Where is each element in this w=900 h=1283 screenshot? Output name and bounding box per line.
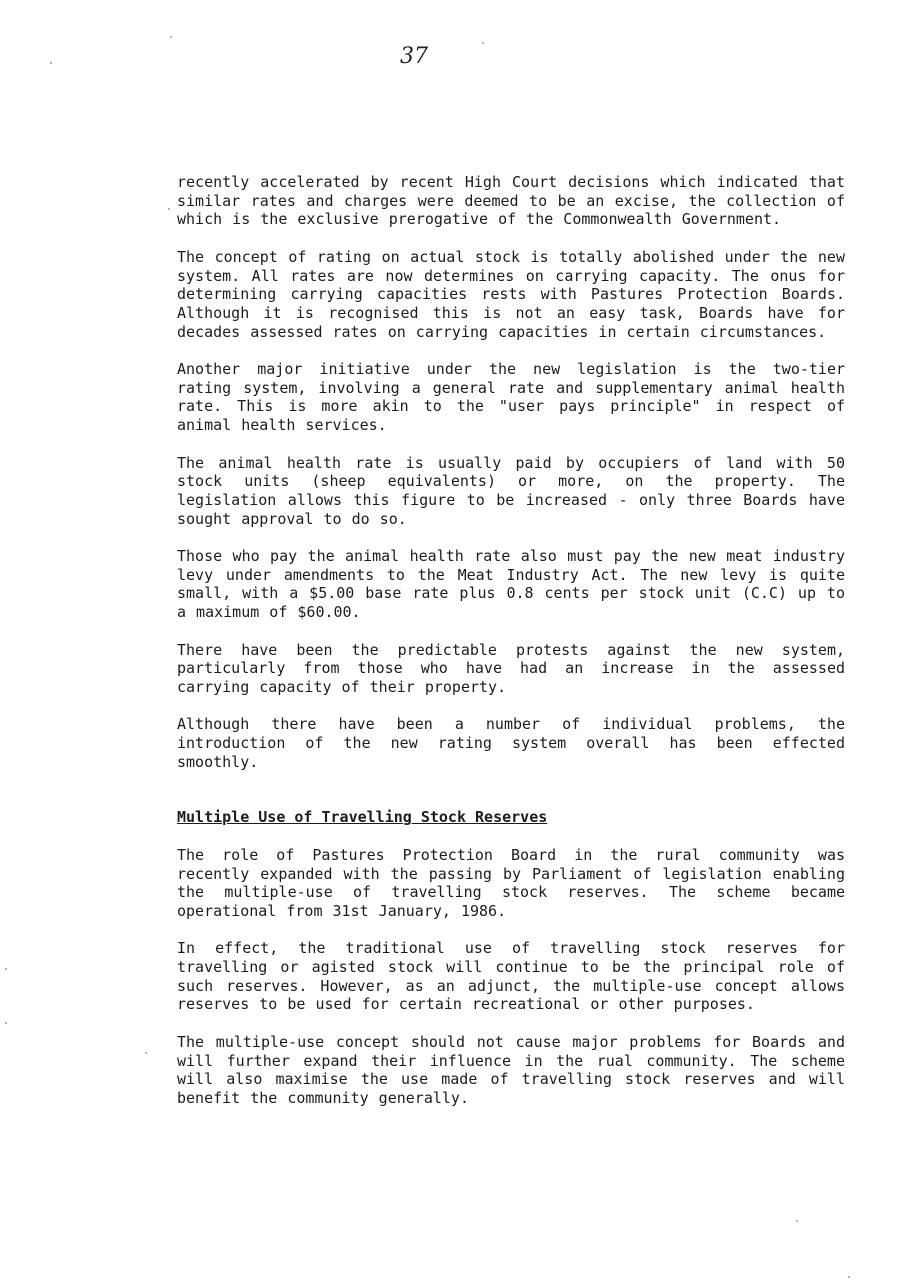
paragraph: Those who pay the animal health rate also must pay the new meat industry levy under amendments to the Meat Industry Act. The new levy is quite small, with a $5.00 base rate plus 0.8 cents per stock unit (C.C) up to a maximum of $60.00. <box>177 547 845 622</box>
scan-speck <box>168 208 170 210</box>
scan-speck <box>848 1276 850 1278</box>
scan-speck <box>482 42 484 44</box>
paragraph: Another major initiative under the new legislation is the two-tier rating system, involving a general rate and supplementary animal health rate. This is more akin to the "user pays principle" in respect of animal health services. <box>177 360 845 435</box>
paragraph: The multiple-use concept should not cause major problems for Boards and will further expand their influence in the rual community. The scheme will also maximise the use made of travelling stock reserves and will benefit the community generally. <box>177 1032 845 1107</box>
paragraph: Although there have been a number of individual problems, the introduction of the new rating system overall has been effected smoothly. <box>177 715 845 771</box>
paragraph: In effect, the traditional use of travelling stock reserves for travelling or agisted stock will continue to be the principal role of such reserves. However, as an adjunct, the multiple-use concept allows reserves to be used for certain recreational or other purposes. <box>177 939 845 1014</box>
paragraph: recently accelerated by recent High Court decisions which indicated that similar rates and charges were deemed to be an excise, the collection of which is the exclusive prerogative of the Commonwealth Government. <box>177 173 845 229</box>
section-heading: Multiple Use of Travelling Stock Reserves <box>177 808 548 827</box>
paragraph: The animal health rate is usually paid by occupiers of land with 50 stock units (sheep equivalents) or more, on the property. The legislation allows this figure to be increased - only three Boards have sought approval to do so. <box>177 453 845 528</box>
scan-speck <box>145 1052 147 1054</box>
scan-speck <box>796 1220 798 1222</box>
paragraph: The role of Pastures Protection Board in the rural community was recently expanded with the passing by Parliament of legislation enabling the multiple-use of travelling stock reserves. The scheme became operational from 31st January, 1986. <box>177 845 845 920</box>
page-number: 37 <box>400 44 428 69</box>
scan-speck <box>170 36 172 38</box>
scan-speck <box>50 62 52 64</box>
scan-speck <box>5 968 7 970</box>
document-body <box>177 173 845 1126</box>
paragraph: The concept of rating on actual stock is totally abolished under the new system. All rates are now determines on carrying capacity. The onus for determining carrying capacities rests with Pastures Protection Boards. Although it is recognised this is not an easy task, Boards have for decades assessed rates on carrying capacities in certain circumstances. <box>177 247 845 341</box>
paragraph: There have been the predictable protests against the new system, particularly from those who have had an increase in the assessed carrying capacity of their property. <box>177 640 845 696</box>
scan-speck <box>5 1022 7 1024</box>
